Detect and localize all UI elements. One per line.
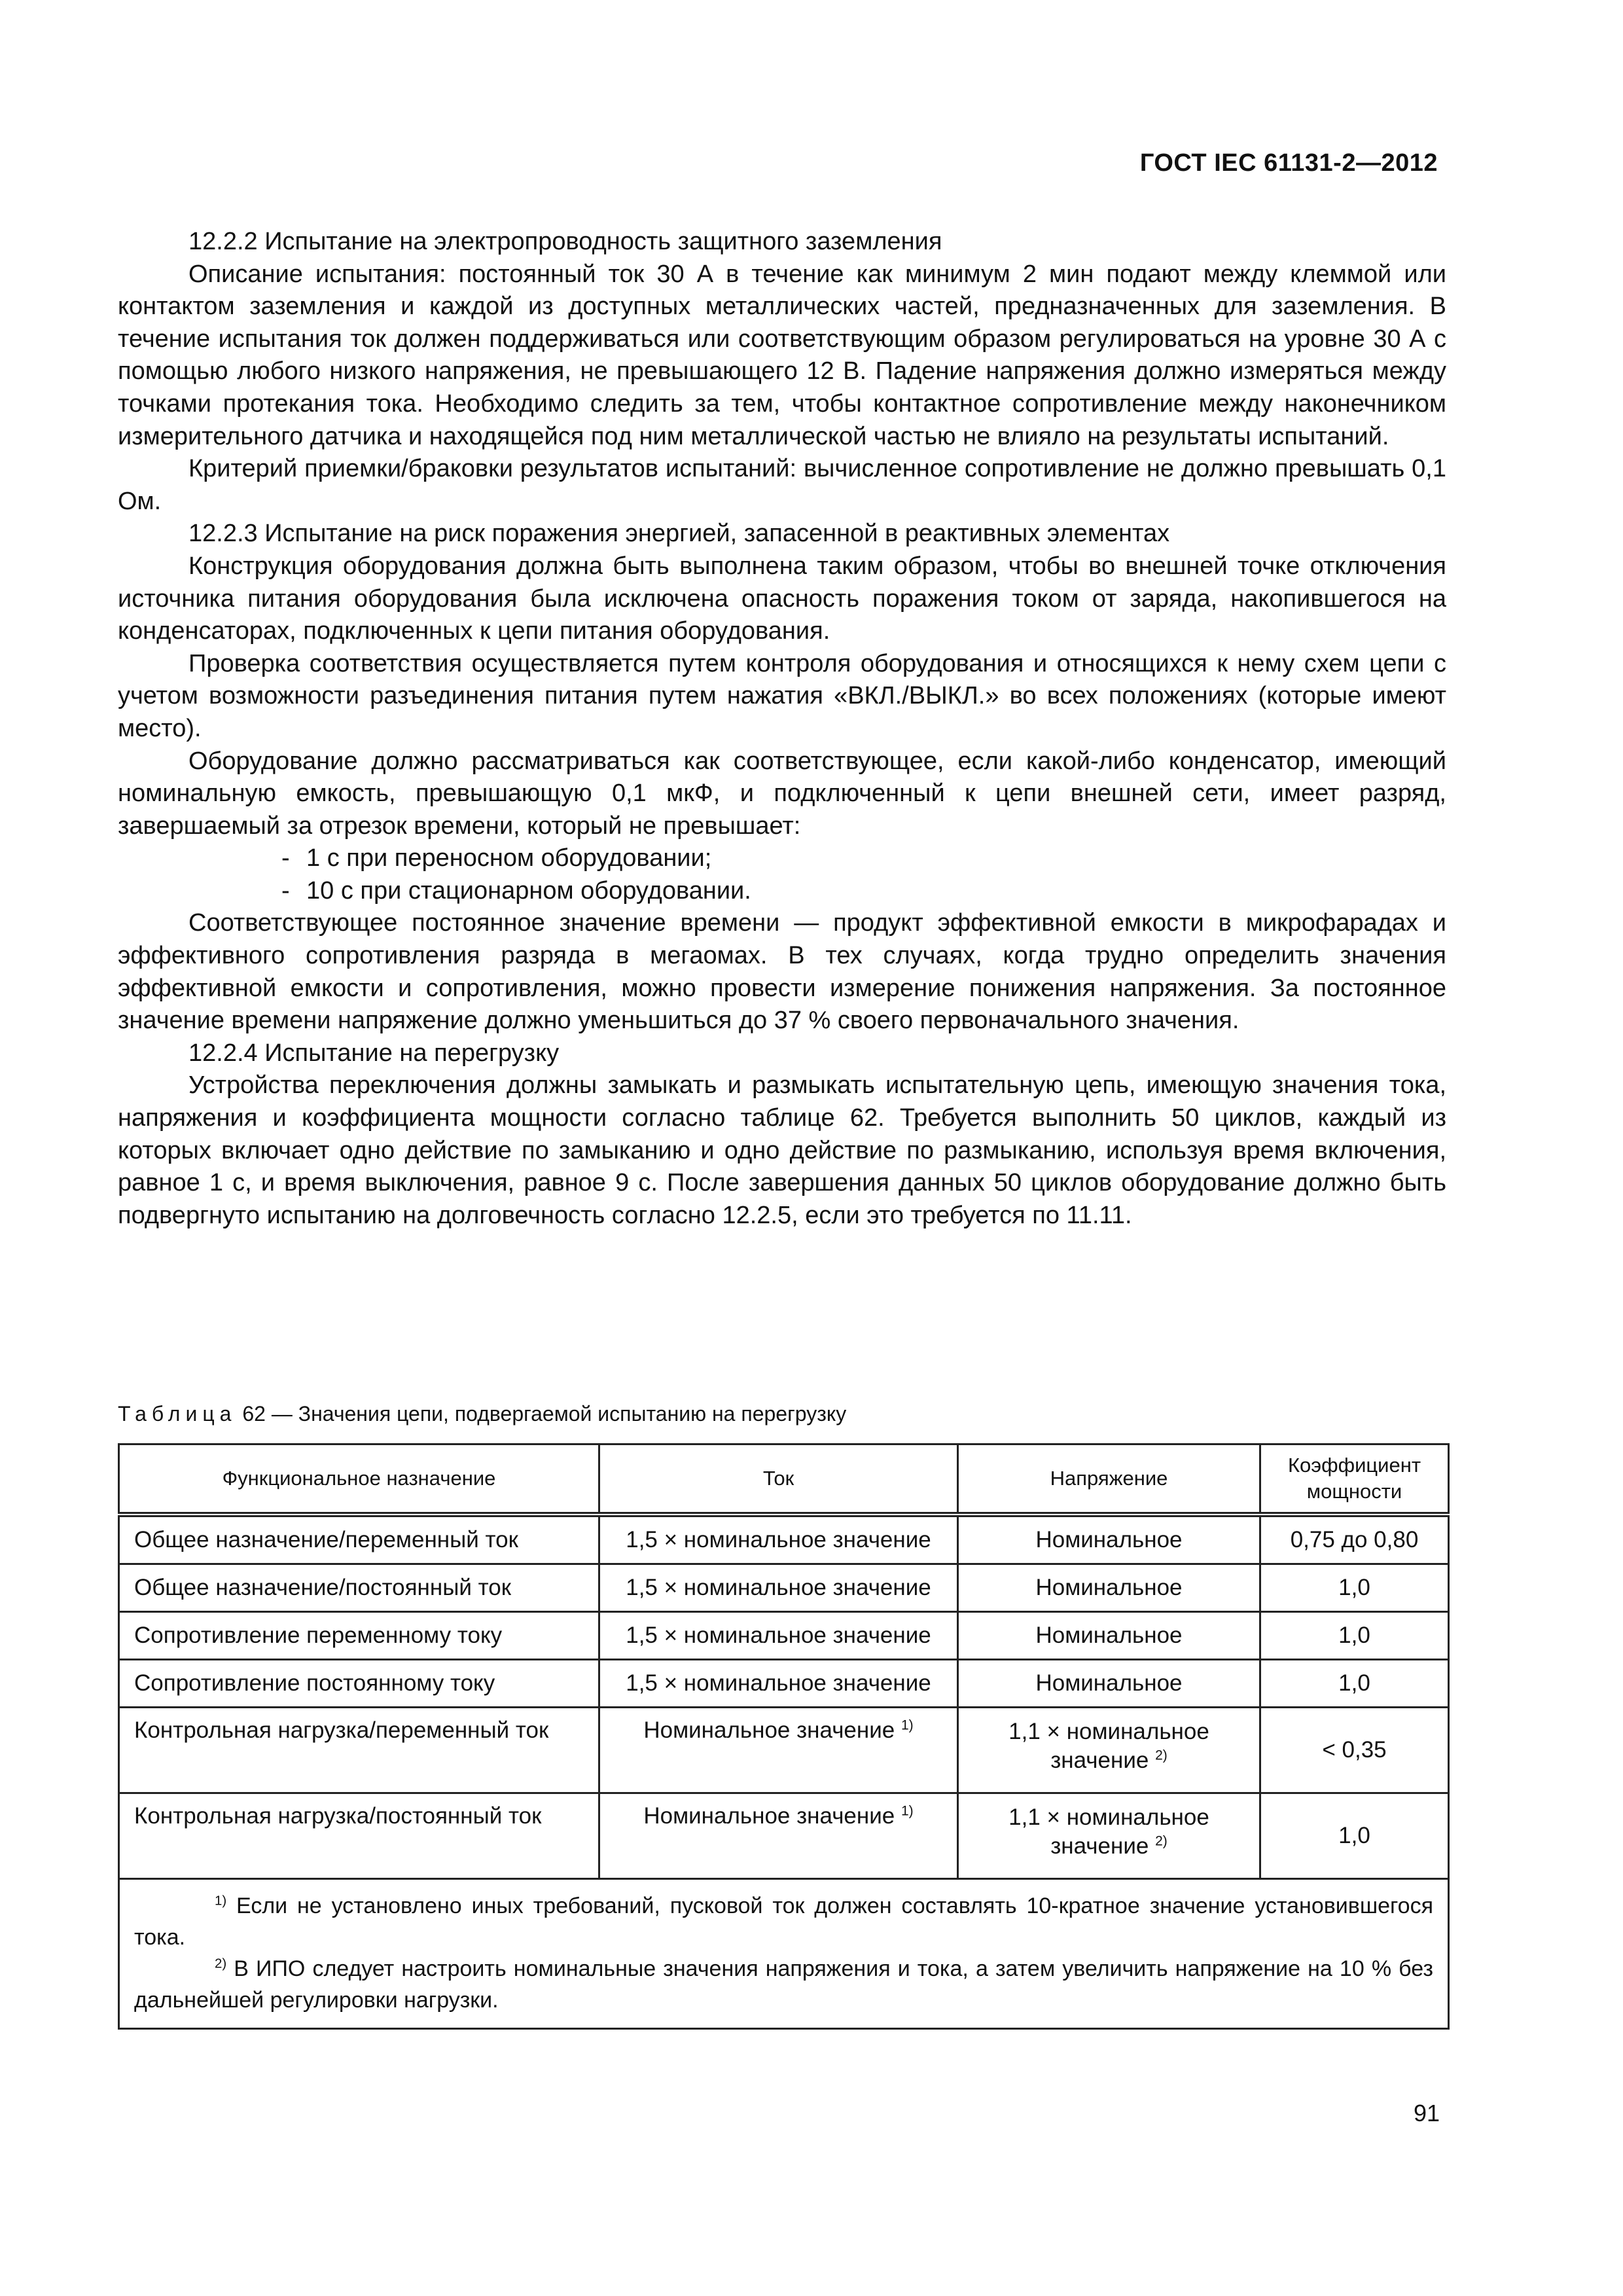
table-cell: 1,0 [1260,1793,1449,1879]
table-cell: Номинальное [958,1564,1260,1612]
footnote-ref: 2) [1155,1833,1168,1849]
section-heading-12-2-2: 12.2.2 Испытание на электропроводность защитного заземления [188,228,942,255]
section-heading-12-2-4: 12.2.4 Испытание на перегрузку [188,1039,560,1067]
table-notes [119,1879,1449,2029]
table-cell: Сопротивление переменному току [119,1612,599,1660]
paragraph: Устройства переключения должны замыкать и размыкать испытательную цепь, имеющую значения тока, напряжения и коэффициента мощности согласно таблице 62. Требуется выполнить 50 циклов, каждый из которых включает одно действие по замыканию и одно действие по размыканию, используя время включения, равное 1 с, и время выключения, равное 9 с. После завершения данных 50 циклов оборудование должно быть подвергнуто испытанию на долговечность согласно 12.2.5, если это требуется по 11.11. [118,1071,1446,1229]
paragraph: Критерий приемки/браковки результатов испытаний: вычисленное сопротивление не должно превышать 0,1 Ом. [118,455,1446,515]
table-header-row [119,1444,1449,1515]
note-text: Если не установлено иных требований, пусковой ток должен составлять 10-кратное значение установившегося тока. [134,1893,1434,1950]
table-note [134,1953,1433,2016]
table-caption-word: Таблица [118,1402,237,1426]
table-row [119,1708,1449,1793]
list-item-text: 10 с при стационарном оборудовании. [306,876,751,905]
table-62 [118,1443,1450,2030]
list-dash: - [281,876,290,905]
list-dash: - [281,844,290,872]
column-header: Коэффициент мощности [1260,1444,1449,1515]
table-cell: 1,0 [1260,1612,1449,1660]
section-heading-12-2-3: 12.2.3 Испытание на риск поражения энергией, запасенной в реактивных элементах [188,520,1170,548]
cell-text: Номинальное значение [643,1717,895,1743]
table-row [119,1612,1449,1660]
table-note [134,1890,1433,1953]
table-row [119,1793,1449,1879]
paragraph: Соответствующее постоянное значение времени — продукт эффективной емкости в микрофарадах и эффективного сопротивления разряда в мегаомах. В тех случаях, когда трудно определить значения эффективной емкости и сопротивления, можно провести измерение понижения напряжения. За постоянное значение времени напряжение должно уменьшиться до 37 % своего первоначального значения. [118,909,1446,1035]
body-text [118,226,1446,1232]
table-row [119,1515,1449,1564]
table-cell: 1,0 [1260,1660,1449,1708]
paragraph: Проверка соответствия осуществляется путем контроля оборудования и относящихся к нему схем цепи с учетом возможности разъединения питания путем нажатия «ВКЛ./ВЫКЛ.» во всех положениях (которые имеют место). [118,649,1446,742]
footnote-ref: 1) [901,1717,914,1733]
table-cell [599,1708,958,1793]
table-cell [958,1793,1260,1879]
table-cell: 1,5 × номинальное значение [599,1515,958,1564]
table-row [119,1564,1449,1612]
table-caption [118,1399,846,1428]
paragraph: Оборудование должно рассматриваться как соответствующее, если какой-либо конденсатор, имеющий номинальную емкость, превышающую 0,1 мкФ, и подключенный к цепи внешней сети, имеет разряд, завершаемый за отрезок времени, который не превышает: [118,747,1446,840]
table-cell: < 0,35 [1260,1708,1449,1793]
list-item [118,875,1446,908]
column-header: Напряжение [958,1444,1260,1515]
column-header: Функциональное назначение [119,1444,599,1515]
cell-text: 1,1 × номинальное значение [1008,1719,1209,1773]
paragraph: Конструкция оборудования должна быть выполнена таким образом, чтобы во внешней точке отключения источника питания оборудования была исключена опасность поражения током от заряда, накопившегося на конденсаторах, подключенных к цепи питания оборудования. [118,552,1446,645]
document-header: ГОСТ IEC 61131-2—2012 [1139,149,1438,177]
footnote-ref: 2) [1155,1748,1168,1763]
table-cell: 1,5 × номинальное значение [599,1564,958,1612]
table-cell: Общее назначение/переменный ток [119,1515,599,1564]
list-item-text: 1 с при переносном оборудовании; [306,844,712,872]
table-cell: Номинальное [958,1515,1260,1564]
table-cell: Контрольная нагрузка/постоянный ток [119,1793,599,1879]
table-cell: 1,5 × номинальное значение [599,1612,958,1660]
footnote-mark: 1) [215,1893,227,1909]
table-notes-row [119,1879,1449,2029]
table-cell: Контрольная нагрузка/переменный ток [119,1708,599,1793]
table-cell [599,1793,958,1879]
list-item [118,842,1446,875]
table-caption-text: 62 — Значения цепи, подвергаемой испытанию на перегрузку [242,1402,847,1426]
footnote-mark: 2) [215,1956,227,1971]
table-cell: Общее назначение/постоянный ток [119,1564,599,1612]
table-cell: 1,5 × номинальное значение [599,1660,958,1708]
cell-text: 1,1 × номинальное значение [1008,1804,1209,1859]
table-cell: 0,75 до 0,80 [1260,1515,1449,1564]
cell-text: Номинальное значение [643,1803,895,1829]
table-cell: Номинальное [958,1612,1260,1660]
footnote-ref: 1) [901,1803,914,1819]
table-cell: 1,0 [1260,1564,1449,1612]
table-cell: Сопротивление постоянному току [119,1660,599,1708]
paragraph: Описание испытания: постоянный ток 30 А в течение как минимум 2 мин подают между клеммой или контактом заземления и каждой из доступных металлических частей, предназначенных для заземления. В течение испытания ток должен поддерживаться или соответствующим образом регулироваться на уровне 30 А с помощью любого низкого напряжения, не превышающего 12 В. Падение напряжения должно измеряться между точками протекания тока. Необходимо следить за тем, чтобы контактное сопротивление между наконечником измерительного датчика и находящейся под ним металлической частью не влияло на результаты испытаний. [118,260,1446,450]
note-text: В ИПО следует настроить номинальные значения напряжения и тока, а затем увеличить напряжение на 10 % без дальнейшей регулировки нагрузки. [134,1956,1433,2013]
table-cell [958,1708,1260,1793]
table-cell: Номинальное [958,1660,1260,1708]
page-number: 91 [1413,2100,1440,2126]
table-row [119,1660,1449,1708]
column-header: Ток [599,1444,958,1515]
